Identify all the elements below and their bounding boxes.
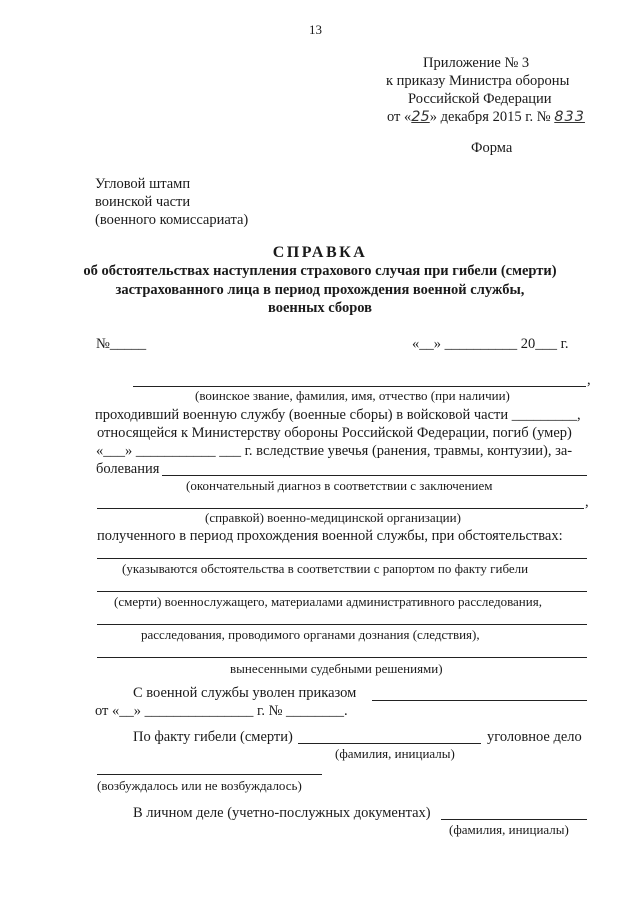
appendix-date-line — [387, 109, 585, 126]
handwritten-day: 25 — [411, 109, 430, 125]
page-number: 13 — [309, 22, 322, 37]
hint-medical-org: (справкой) военно-медицинской организации) — [205, 510, 461, 525]
stamp-line-3: (военного комиссариата) — [95, 212, 249, 228]
served-line: проходивший военную службу (военные сборы) в войсковой части _________, — [95, 407, 581, 423]
death-fact-label: По факту гибели (смерти) — [133, 729, 293, 745]
ministry-line: относящейся к Министерству обороны Российской Федерации, погиб (умер) — [97, 425, 572, 441]
diagnosis-line — [162, 475, 587, 476]
hint-excited: (возбуждалось или не возбуждалось) — [97, 778, 302, 793]
title-sub-2: застрахованного лица в период прохождения военной службы, — [115, 282, 525, 298]
comma-1: , — [587, 372, 591, 388]
hint-diagnosis: (окончательный диагноз в соответствии с заключением — [186, 478, 493, 493]
dismissal-order-line — [372, 700, 587, 701]
handwritten-number: 833 — [554, 109, 585, 125]
date-cause-line: «___» ___________ ___ г. вследствие увечья (ранения, травмы, контузии), за- — [96, 443, 573, 459]
hint-circumstances-4: вынесенными судебными решениями) — [230, 661, 443, 676]
hint-circumstances-3: расследования, проводимого органами дознания (следствия), — [141, 627, 480, 642]
stamp-line-2: воинской части — [95, 194, 191, 210]
circumstances-line-3 — [97, 624, 587, 625]
excited-line — [97, 774, 322, 775]
appendix-line-2: к приказу Министра обороны — [386, 73, 570, 89]
stamp-line-1: Угловой штамп — [95, 176, 191, 192]
appendix-line-3: Российской Федерации — [408, 91, 552, 107]
personal-file-label: В личном деле (учетно-послужных документах) — [133, 805, 431, 821]
circumstances-line-1 — [97, 558, 587, 559]
date-prefix: от « — [387, 109, 412, 125]
hint-circumstances-1: (указываются обстоятельства в соответствии с рапортом по факту гибели — [122, 561, 529, 576]
rank-name-line — [133, 386, 586, 387]
title-sub-1: об обстоятельствах наступления страхового случая при гибели (смерти) — [83, 263, 557, 279]
circumstances-line-4 — [97, 657, 587, 658]
illness-label: болевания — [96, 461, 160, 477]
criminal-case-label: уголовное дело — [487, 729, 582, 745]
diagnosis-line-2 — [97, 508, 584, 509]
dismissed-label: С военной службы уволен приказом — [133, 685, 357, 701]
received-line: полученного в период прохождения военной службы, при обстоятельствах: — [97, 528, 563, 544]
hint-name-2: (фамилия, инициалы) — [449, 822, 569, 837]
hint-circumstances-2: (смерти) военнослужащего, материалами административного расследования, — [114, 594, 542, 609]
hint-name-1: (фамилия, инициалы) — [335, 746, 455, 761]
document-number-field: №_____ — [96, 336, 147, 352]
form-label: Форма — [471, 140, 513, 156]
appendix-line-1: Приложение № 3 — [423, 55, 530, 71]
order-from-line: от «__» _______________ г. № ________. — [95, 703, 348, 719]
date-mid: » декабря 2015 г. № — [429, 109, 551, 125]
document-date-field: «__» __________ 20___ г. — [412, 336, 569, 352]
personal-file-line — [441, 819, 587, 820]
hint-rank-name: (воинское звание, фамилия, имя, отчество (при наличии) — [195, 388, 510, 403]
circumstances-line-2 — [97, 591, 587, 592]
title-sub-3: военных сборов — [267, 300, 373, 316]
document-title: СПРАВКА — [272, 244, 368, 261]
death-fact-name-line — [298, 743, 481, 744]
comma-2: , — [585, 494, 589, 510]
